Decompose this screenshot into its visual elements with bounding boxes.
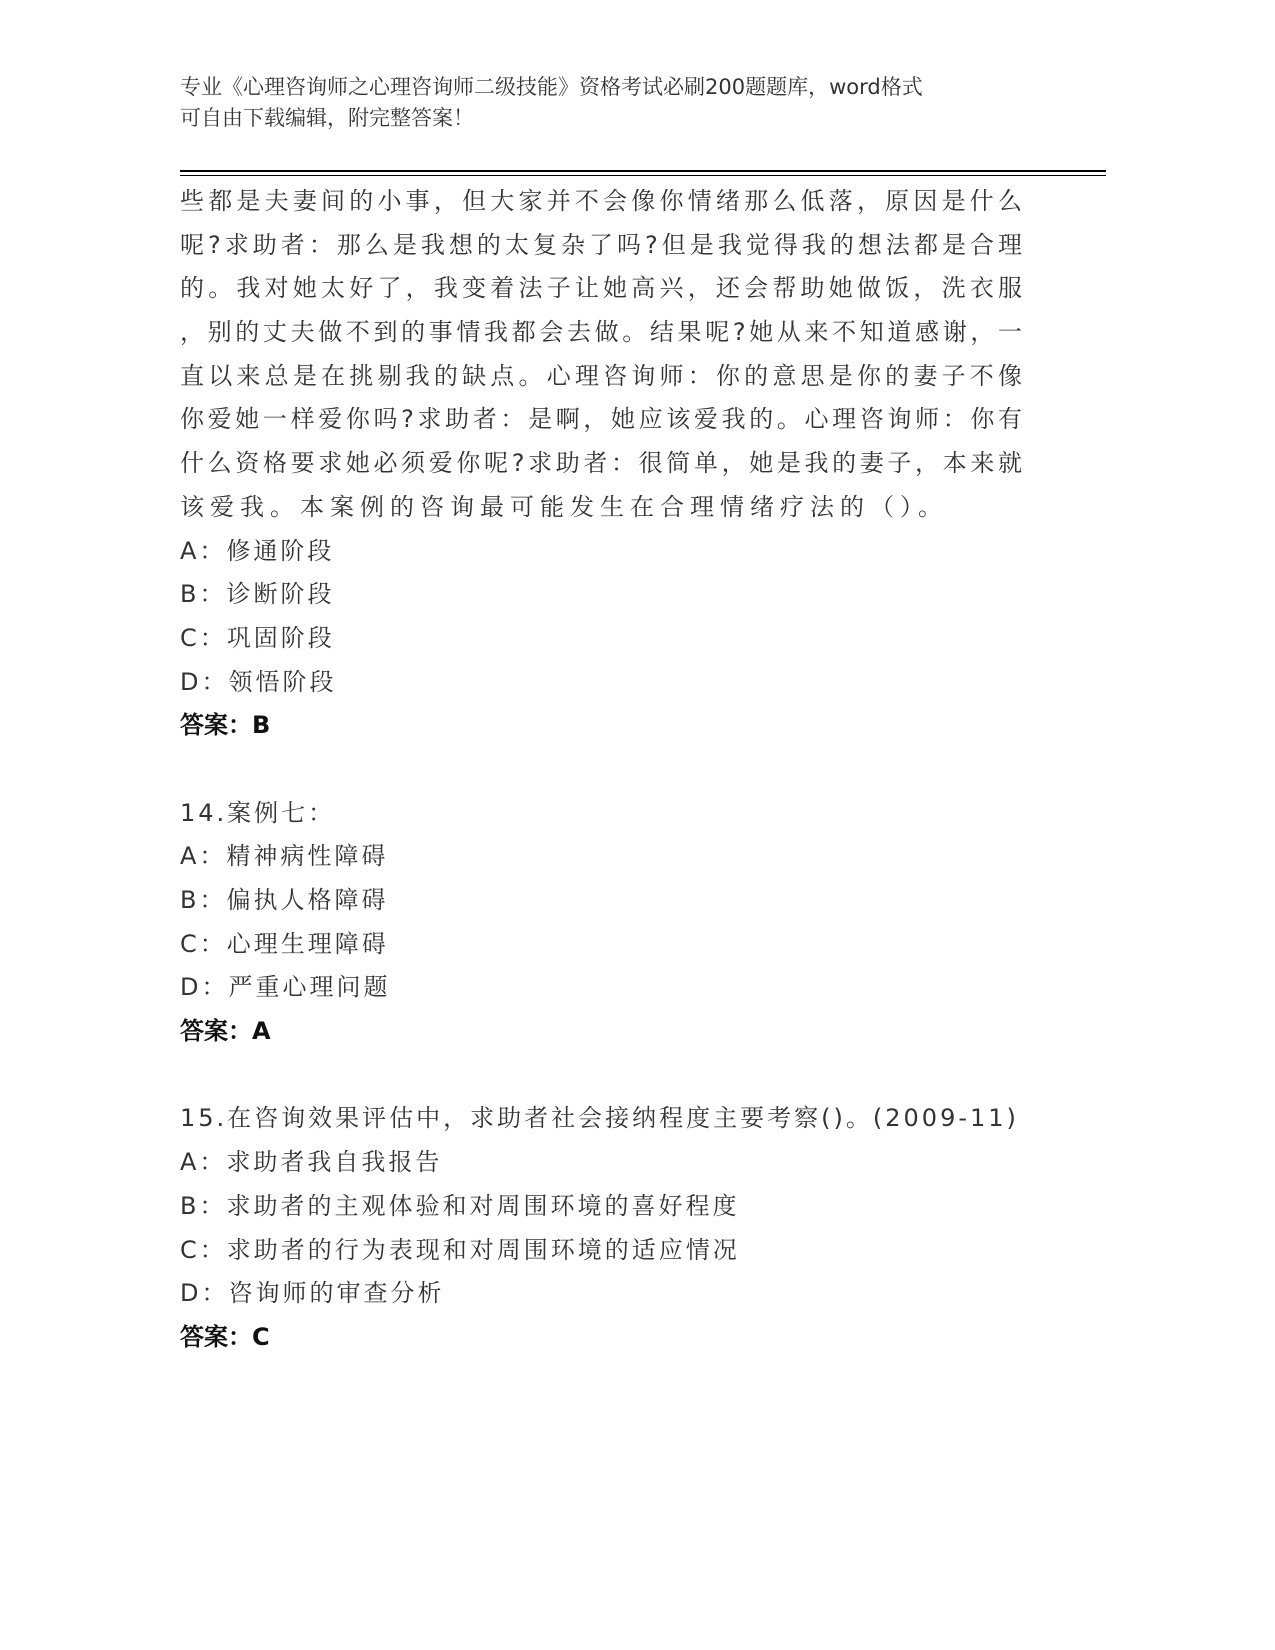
option-b: B：诊断阶段	[180, 580, 335, 609]
paragraph-line: 你爱她一样爱你吗?求助者：是啊，她应该爱我的。心理咨询师：你有	[180, 405, 1022, 434]
document-header	[180, 72, 1020, 134]
answer: 答案：B	[180, 711, 271, 740]
paragraph-line: 些都是夫妻间的小事，但大家并不会像你情绪那么低落，原因是什么	[180, 187, 1022, 215]
option-a: A：修通阶段	[180, 536, 335, 565]
document-body	[180, 180, 1022, 1360]
option-b: B：求助者的主观体验和对周围环境的喜好程度	[180, 1191, 740, 1220]
question-14	[180, 792, 1022, 1054]
answer: 答案：C	[180, 1322, 270, 1351]
option-a: A：精神病性障碍	[180, 842, 389, 871]
header-rule	[180, 170, 1106, 172]
question-15	[180, 1097, 1022, 1359]
header-rule-thin	[180, 175, 1106, 176]
paragraph-line: 呢?求助者：那么是我想的太复杂了吗?但是我觉得我的想法都是合理	[180, 230, 1022, 259]
option-d: D：领悟阶段	[180, 667, 337, 696]
question-13	[180, 180, 1022, 748]
header-line-2: 可自由下载编辑，附完整答案！	[180, 106, 474, 130]
paragraph-line: 的。我对她太好了，我变着法子让她高兴，还会帮助她做饭，洗衣服	[180, 274, 1022, 303]
header-line-1: 专业《心理咨询师之心理咨询师二级技能》资格考试必刷200题题库，word格式	[180, 75, 923, 99]
option-b: B：偏执人格障碍	[180, 886, 389, 914]
option-c: C：心理生理障碍	[180, 929, 389, 958]
paragraph-line: 什么资格要求她必须爱你呢?求助者：很简单，她是我的妻子，本来就	[180, 449, 1022, 478]
option-d: D：严重心理问题	[180, 973, 391, 1002]
option-c: C：巩固阶段	[180, 623, 335, 652]
option-a: A：求助者我自我报告	[180, 1148, 443, 1177]
paragraph-line: ，别的丈夫做不到的事情我都会去做。结果呢?她从来不知道感谢，一	[180, 318, 1022, 347]
option-d: D：咨询师的审查分析	[180, 1279, 445, 1308]
question-text: 14.案例七：	[180, 798, 336, 827]
paragraph-line: 直以来总是在挑剔我的缺点。心理咨询师：你的意思是你的妻子不像	[180, 361, 1022, 390]
answer: 答案：A	[180, 1017, 271, 1046]
paragraph-line: 该爱我。本案例的咨询最可能发生在合理情绪疗法的（）。	[180, 492, 948, 521]
option-c: C：求助者的行为表现和对周围环境的适应情况	[180, 1235, 740, 1264]
question-text: 15.在咨询效果评估中，求助者社会接纳程度主要考察()。(2009-11)	[180, 1104, 1019, 1133]
